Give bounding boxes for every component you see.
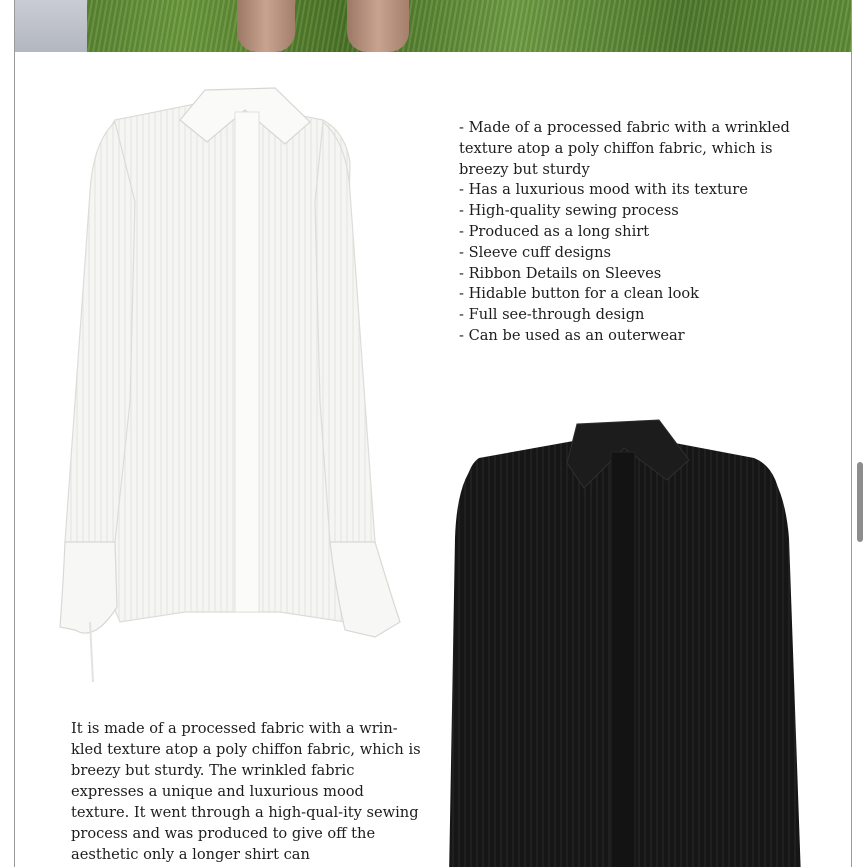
scrollbar-track[interactable] (853, 0, 867, 867)
feature-line: - Ribbon Details on Sleeves (459, 264, 662, 282)
feature-line: - High-quality sewing process (459, 202, 679, 220)
feature-line: - Has a luxurious mood with its texture (459, 181, 748, 199)
feature-line: - Sleeve cuff designs (459, 243, 611, 261)
product-description: It is made of a processed fabric with a wrin-kled texture atop a poly chiffon fabric, which is breezy but sturdy. The wrinkled fabric expresses a unique and luxurious mood texture. It went through a high-qual-ity sewing process and was produced to give off the aesthetic only a longer shirt can (71, 720, 421, 863)
black-shirt-image (439, 418, 811, 867)
feature-line: - Made of a processed fabric with a wrinkled (459, 119, 790, 136)
hero-photo (15, 0, 851, 52)
feature-line: - Produced as a long shirt (459, 222, 650, 240)
feature-line: breezy but sturdy (459, 160, 590, 178)
feature-list (459, 118, 839, 347)
product-detail-page (14, 0, 852, 867)
scrollbar-thumb[interactable] (857, 462, 863, 542)
black-shirt-body (449, 420, 801, 867)
white-shirt-image (45, 82, 440, 692)
model-leg-right (347, 0, 409, 52)
model-leg-left (237, 0, 295, 52)
feature-line: - Full see-through design (459, 306, 645, 324)
feature-line: texture atop a poly chiffon fabric, which is (459, 139, 773, 157)
grass-background (15, 0, 851, 52)
feature-line: - Hidable button for a clean look (459, 285, 700, 303)
wall-edge (15, 0, 87, 52)
feature-line: - Can be used as an outerwear (459, 326, 685, 344)
white-shirt-body (60, 88, 400, 682)
